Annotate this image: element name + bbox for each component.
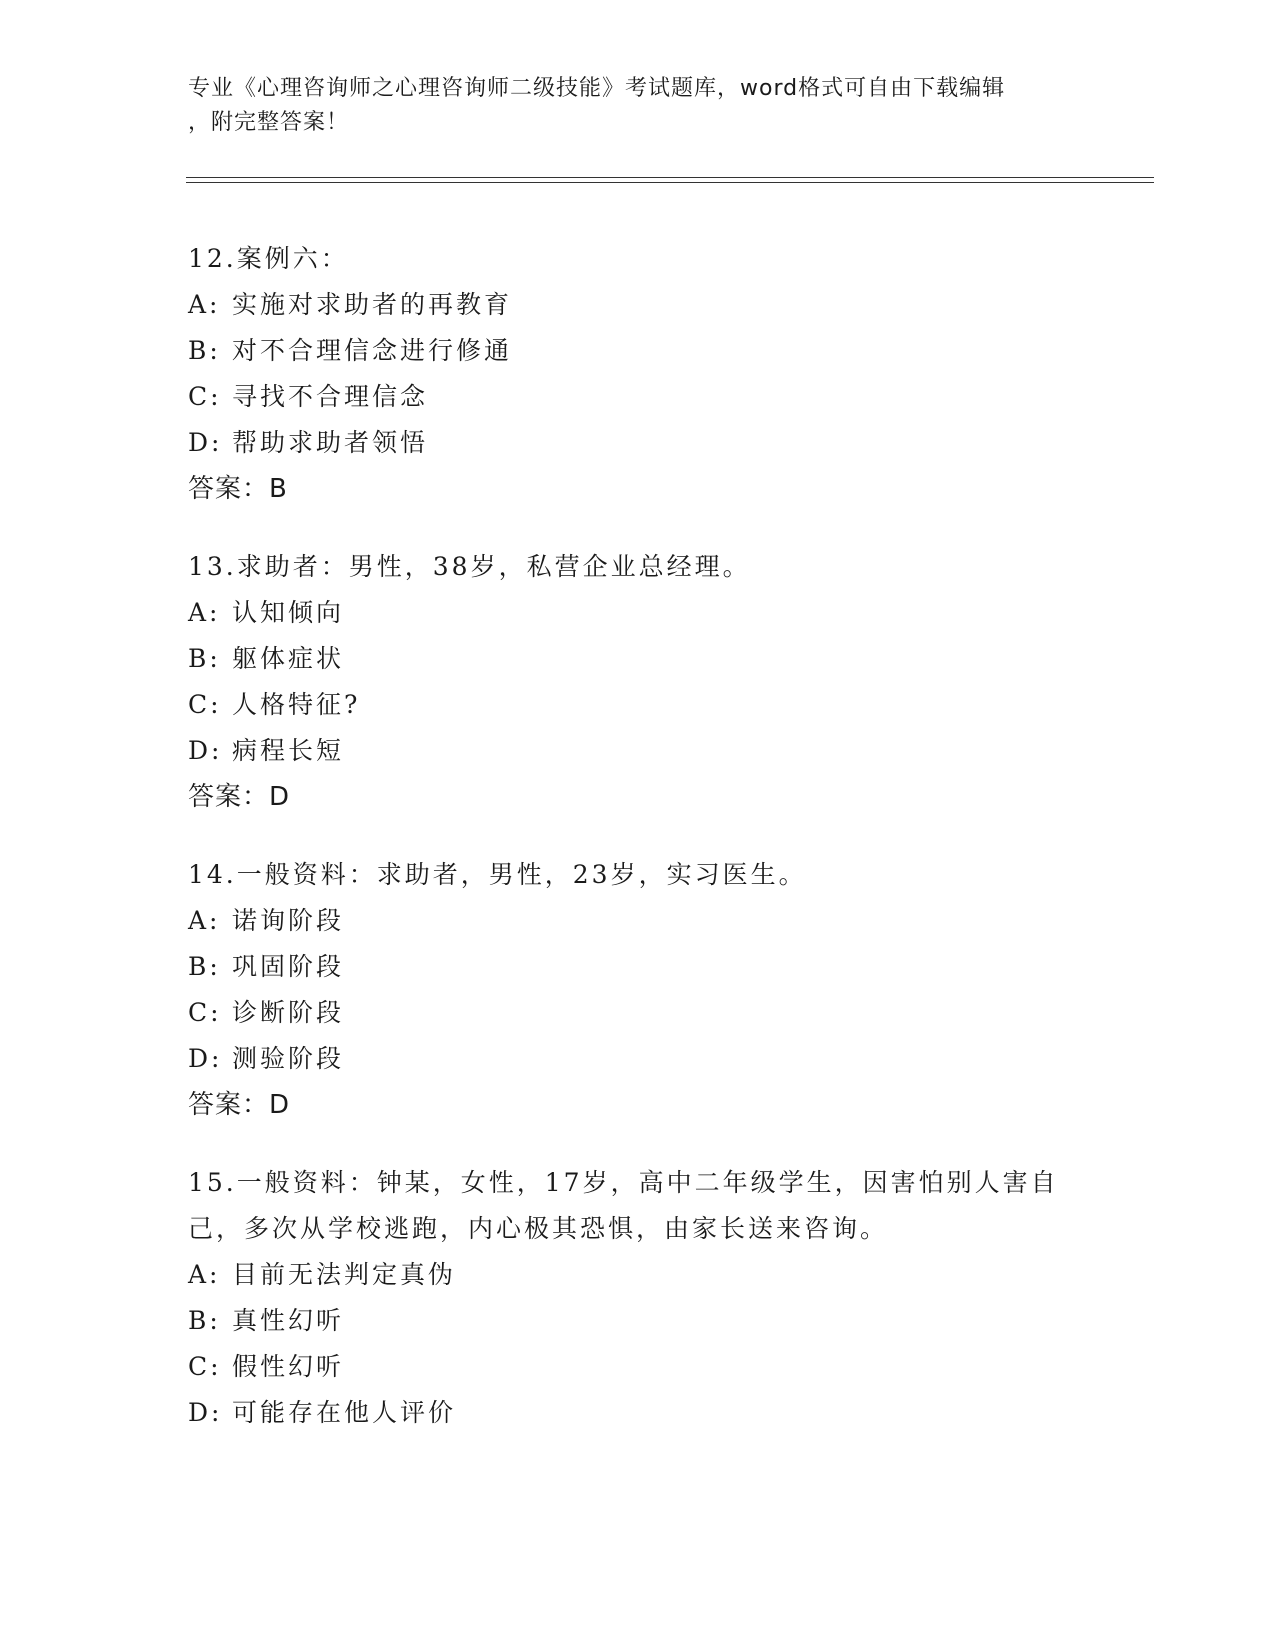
option-d [188, 420, 1108, 466]
option-letter: A: [188, 1260, 221, 1289]
option-b [188, 636, 1108, 682]
option-a [188, 282, 1108, 328]
option-letter: C: [188, 382, 222, 411]
option-letter: A: [188, 598, 221, 627]
option-text: 测验阶段 [232, 1044, 345, 1073]
option-letter: A: [188, 290, 221, 319]
option-d [188, 1036, 1108, 1082]
question-13 [188, 544, 1108, 820]
question-14 [188, 852, 1108, 1128]
option-text: 认知倾向 [232, 598, 345, 627]
option-letter: D: [188, 736, 223, 765]
option-d [188, 728, 1108, 774]
question-stem: 14.一般资料：求助者，男性，23岁，实习医生。 [188, 860, 807, 889]
option-b [188, 328, 1108, 374]
option-text: 对不合理信念进行修通 [232, 336, 513, 365]
option-text: 可能存在他人评价 [232, 1398, 457, 1427]
option-letter: D: [188, 1398, 223, 1427]
option-d [188, 1390, 1108, 1436]
option-b [188, 944, 1108, 990]
option-text: 人格特征? [232, 690, 361, 719]
option-text: 病程长短 [232, 736, 345, 765]
option-c [188, 990, 1108, 1036]
option-letter: D: [188, 1044, 223, 1073]
question-stem: 15.一般资料：钟某，女性，17岁，高中二年级学生，因害怕别人害自己，多次从学校逃跑，内心极其恐惧，由家长送来咨询。 [188, 1168, 1059, 1243]
option-text: 目前无法判定真伪 [232, 1260, 457, 1289]
option-a [188, 898, 1108, 944]
option-letter: C: [188, 1352, 222, 1381]
header-divider-top [186, 177, 1154, 178]
answer-line: 答案：B [188, 474, 288, 504]
header-divider-bottom [186, 182, 1154, 183]
answer-line: 答案：D [188, 1090, 291, 1120]
option-text: 假性幻听 [232, 1352, 345, 1381]
option-text: 巩固阶段 [232, 952, 345, 981]
option-letter: C: [188, 998, 222, 1027]
option-letter: B: [188, 1306, 221, 1335]
option-text: 诊断阶段 [232, 998, 345, 1027]
option-b [188, 1298, 1108, 1344]
option-a [188, 1252, 1108, 1298]
question-stem: 13.求助者：男性，38岁，私营企业总经理。 [188, 552, 751, 581]
option-text: 真性幻听 [232, 1306, 345, 1335]
option-text: 躯体症状 [232, 644, 345, 673]
option-letter: B: [188, 952, 221, 981]
option-text: 寻找不合理信念 [232, 382, 429, 411]
option-text: 诺询阶段 [232, 906, 345, 935]
option-a [188, 590, 1108, 636]
option-c [188, 374, 1108, 420]
answer-line: 答案：D [188, 782, 291, 812]
question-stem: 12.案例六： [188, 244, 349, 273]
question-12 [188, 236, 1108, 512]
option-c [188, 682, 1108, 728]
option-letter: C: [188, 690, 222, 719]
document-header [188, 72, 1088, 140]
option-c [188, 1344, 1108, 1390]
header-line-1: 专业《心理咨询师之心理咨询师二级技能》考试题库，word格式可自由下载编辑 [188, 76, 1006, 101]
option-text: 实施对求助者的再教育 [232, 290, 513, 319]
option-text: 帮助求助者领悟 [232, 428, 429, 457]
question-list [188, 236, 1108, 1468]
option-letter: D: [188, 428, 223, 457]
header-line-2: ，附完整答案！ [188, 110, 350, 135]
option-letter: B: [188, 336, 221, 365]
option-letter: A: [188, 906, 221, 935]
option-letter: B: [188, 644, 221, 673]
question-15 [188, 1160, 1108, 1436]
